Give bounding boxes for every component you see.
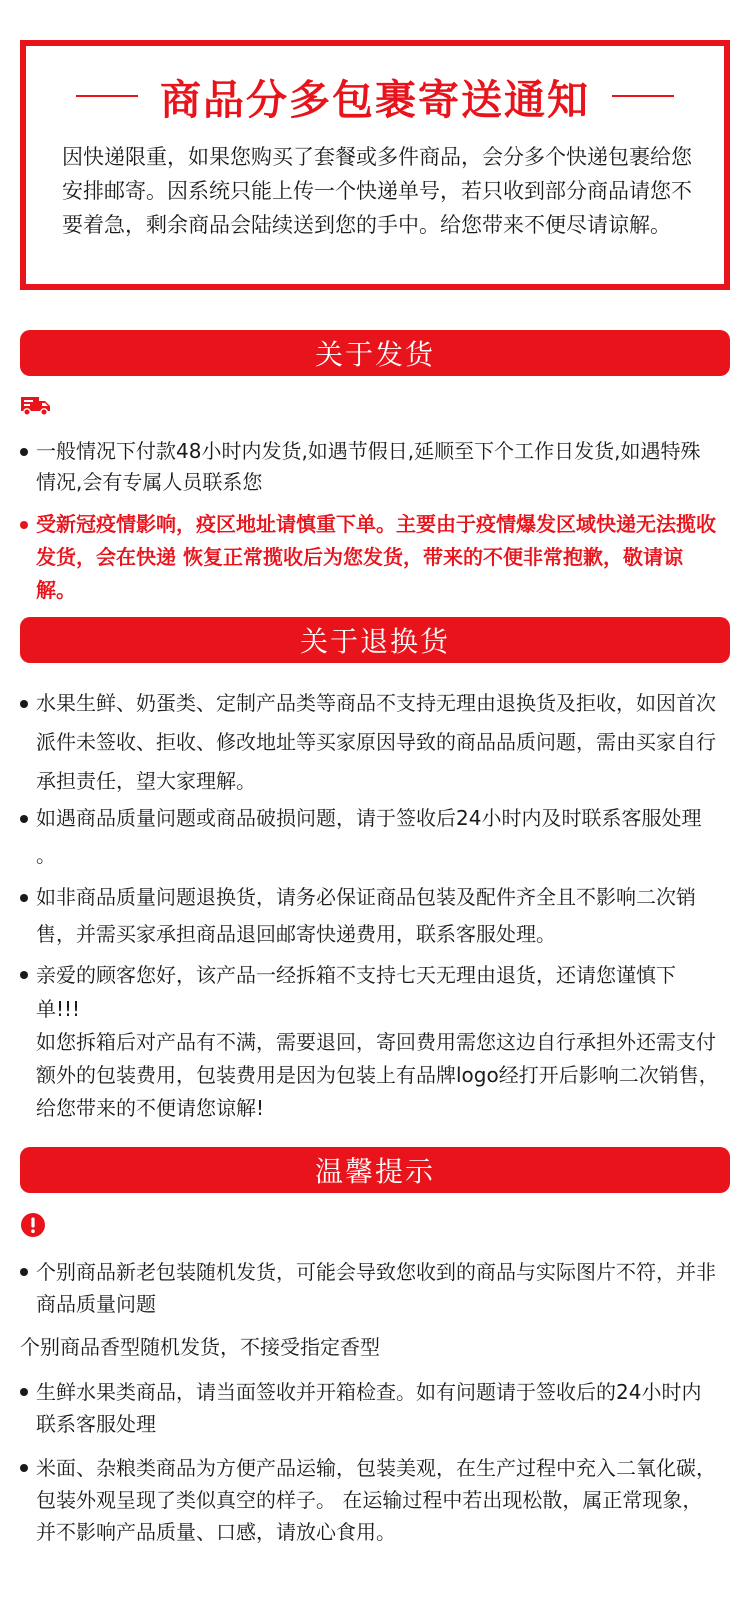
returns-note (20, 1026, 720, 1125)
shipping-banner (20, 330, 730, 376)
covid-warning (20, 508, 720, 607)
bullet-dot (20, 1388, 28, 1396)
returns-item-text: 如遇商品质量问题或商品破损问题，请于签收后24小时内及时联系客服处理 。 (36, 806, 702, 867)
tips-item-text: 生鲜水果类商品，请当面签收并开箱检查。如有问题请于签收后的24小时内联系客服处理 (36, 1380, 702, 1436)
bullet-dot (20, 521, 28, 529)
returns-item-text: 如非商品质量问题退换货，请务必保证商品包装及配件齐全且不影响二次销售，并需买家承担商品退回邮寄快递费用，联系客服处理。 (36, 885, 696, 946)
notice-body: 因快递限重，如果您购买了套餐或多件商品，会分多个快递包裹给您安排邮寄。因系统只能上传一个快递单号，若只收到部分商品请您不要着急，剩余商品会陆续送到您的手中。给您带来不便尽请谅解。 (62, 145, 692, 237)
bullet-dot (20, 1268, 28, 1276)
returns-item-text: 水果生鲜、奶蛋类、定制产品类等商品不支持无理由退换货及拒收，如因首次派件未签收、拒收、修改地址等买家原因导致的商品品质问题，需由买家自行承担责任，望大家理解。 (36, 691, 716, 793)
notice-title: 商品分多包裹寄送通知 (160, 75, 590, 124)
returns-item (20, 958, 720, 1026)
bullet-dot (20, 815, 28, 823)
returns-title: 关于退换货 (299, 625, 450, 658)
returns-item (20, 800, 720, 874)
returns-item (20, 684, 720, 801)
title-rule-right (612, 95, 674, 97)
bullet-dot (20, 448, 28, 456)
returns-item-text: 亲爱的顾客您好，该产品一经拆箱不支持七天无理由退货，还请您谨慎下单!!! (36, 963, 676, 1021)
delivery-truck-icon (20, 392, 52, 422)
tips-item (20, 1256, 720, 1320)
tips-item (20, 1376, 720, 1440)
tips-item (20, 1452, 720, 1548)
tips-note-text: 个别商品香型随机发货，不接受指定香型 (20, 1335, 380, 1359)
notice-header (26, 66, 724, 126)
shipping-item-text: 一般情况下付款48小时内发货,如遇节假日,延顺至下个工作日发货,如遇特殊情况,会有专属人员联系您 (36, 439, 701, 494)
exclamation-icon (20, 1212, 46, 1242)
bullet-dot (20, 1464, 28, 1472)
tips-item-text: 个别商品新老包装随机发货，可能会导致您收到的商品与实际图片不符，并非商品质量问题 (36, 1260, 716, 1316)
tips-banner (20, 1147, 730, 1193)
bullet-dot (20, 971, 28, 979)
returns-note-text: 如您拆箱后对产品有不满，需要退回，寄回费用需您这边自行承担外还需支付额外的包装费用，包装费用是因为包装上有品牌logo经打开后影响二次销售，给您带来的不便请您谅解! (36, 1030, 719, 1120)
tips-title: 温馨提示 (314, 1155, 435, 1188)
returns-banner (20, 617, 730, 663)
shipping-title: 关于发货 (314, 338, 435, 371)
shipping-notice-box (20, 40, 730, 290)
title-rule-left (76, 95, 138, 97)
tips-item-text: 米面、杂粮类商品为方便产品运输，包装美观，在生产过程中充入二氧化碳，包装外观呈现了类似真空的样子。 在运输过程中若出现松散，属正常现象，并不影响产品质量、口感，请放心食用。 (36, 1456, 716, 1544)
returns-item (20, 879, 720, 953)
bullet-dot (20, 894, 28, 902)
tips-note (20, 1331, 720, 1363)
shipping-item (20, 436, 720, 498)
covid-warning-text: 受新冠疫情影响，疫区地址请慎重下单。主要由于疫情爆发区域快递无法揽收发货，会在快递 恢复正常揽收后为您发货，带来的不便非常抱歉，敬请谅解。 (36, 512, 716, 602)
bullet-dot (20, 700, 28, 708)
